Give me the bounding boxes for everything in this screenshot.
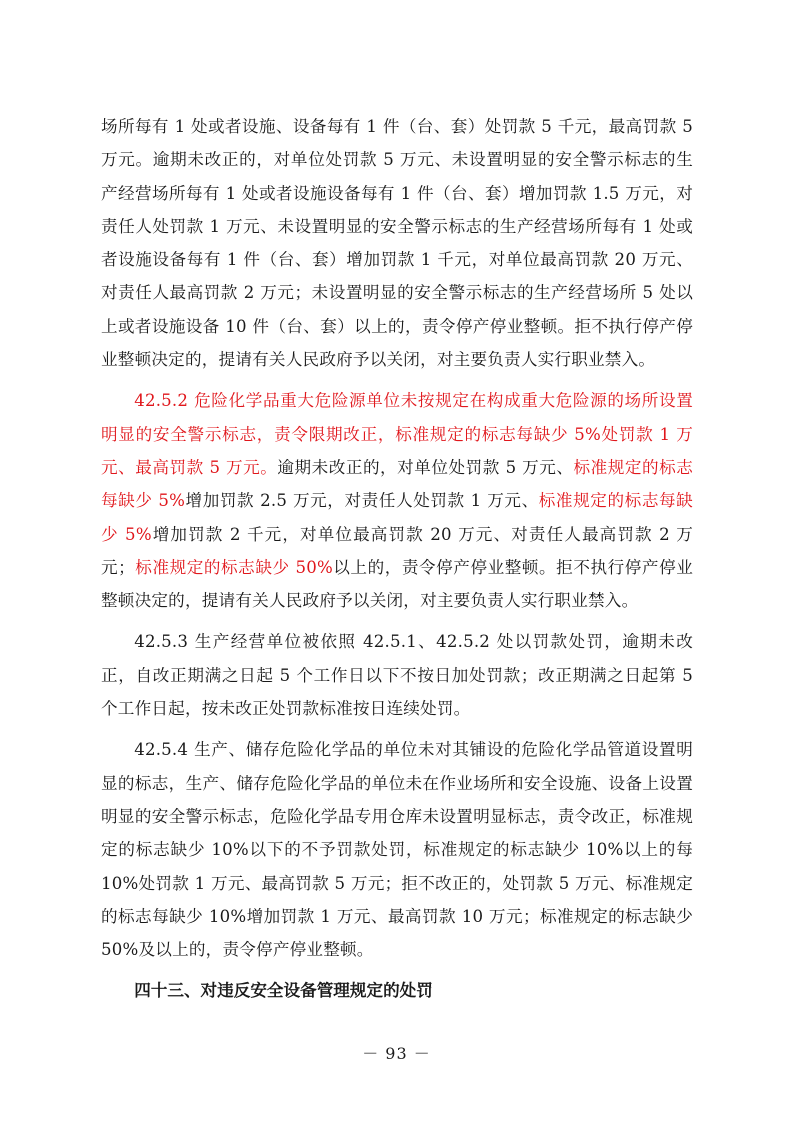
body-paragraph: [101, 110, 693, 376]
paragraph-text: 场所每有 1 处或者设施、设备每有 1 件（台、套）处罚款 5 千元，最高罚款 5 万元。逾期未改正的，对单位处罚款 5 万元、未设置明显的安全警示标志的生产经营场所每有 1 处或者设施设备每有 1 件（台、套）增加罚款 1.5 万元，对责任人处罚款 1 万元、未设置明显的安全警示标志的生产经营场所每有 1 处或者设施设备每有 1 件（台、套）增加罚款 1 千元，对单位最高罚款 20 万元、对责任人最高罚款 2 万元；未设置明显的安全警示标志的生产经营场所 5 处以上或者设施设备 10 件（台、套）以上的，责令停产停业整顿。拒不执行停产停业整顿决定的，提请有关人民政府予以关闭，对主要负责人实行职业禁入。: [101, 117, 693, 370]
page-number: － 93 －: [362, 1044, 431, 1063]
highlighted-text: 42.5.2 危险化学品重大危险源单位未按规定在构成重大危险源的场所设置明显的安全警示标志，责令限期改正，标准规定的标志每缺少 5%处罚款 1 万元、最高罚款 5 万元。: [101, 391, 693, 477]
paragraph-text: 42.5.3 生产经营单位被依照 42.5.1、42.5.2 处以罚款处罚，逾期未改正，自改正期满之日起 5 个工作日以下不按日加处罚款；改正期满之日起第 5 个工作日起，按未改正处罚款标准按日连续处罚。: [101, 632, 693, 719]
paragraph-list: [101, 110, 693, 966]
body-paragraph: [101, 625, 693, 725]
highlighted-text: 标准规定的标志每缺少 5%: [101, 491, 693, 544]
paragraph-text: 42.5.4 生产、储存危险化学品的单位未对其铺设的危险化学品管道设置明显的标志，生产、储存危险化学品的单位未在作业场所和安全设施、设备上设置明显的安全警示标志，危险化学品专用仓库未设置明显标志，责令改正，标准规定的标志缺少 10%以下的不予罚款处罚，标准规定的标志缺少 10%以上的每 10%处罚款 1 万元、最高罚款 5 万元；拒不改正的，处罚款 5 万元、标准规定的标志每缺少 10%增加罚款 1 万元、最高罚款 10 万元；标准规定的标志缺少 50%及以上的，责令停产停业整顿。: [101, 740, 693, 960]
section-heading: 四十三、对违反安全设备管理规定的处罚: [134, 981, 433, 1001]
page-body: [101, 110, 693, 1007]
highlighted-text: 标准规定的标志每缺少 5%: [101, 457, 694, 511]
paragraph-text: 增加罚款 2 千元，对单位最高罚款 20 万元、对责任人最高罚款 2 万元；: [101, 524, 694, 577]
body-paragraph: [101, 384, 693, 617]
body-paragraph: [101, 733, 693, 966]
highlighted-text: 标准规定的标志缺少 50%: [134, 557, 333, 577]
paragraph-text: 逾期未改正的，对单位处罚款 5 万元、: [277, 457, 574, 477]
paragraph-text: 以上的，责令停产停业整顿。拒不执行停产停业整顿决定的，提请有关人民政府予以关闭，对主要负责人实行职业禁入。: [101, 557, 694, 611]
paragraph-text: 增加罚款 2.5 万元，对责任人处罚款 1 万元、: [185, 491, 539, 511]
